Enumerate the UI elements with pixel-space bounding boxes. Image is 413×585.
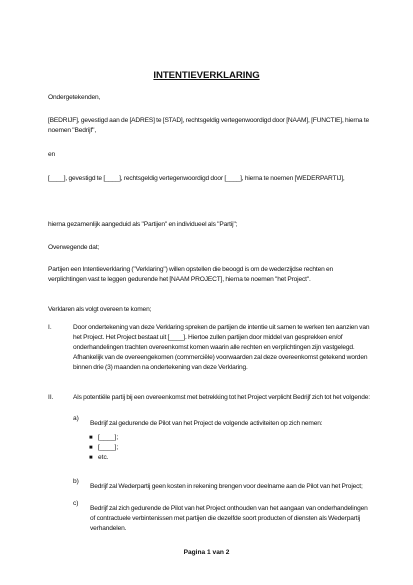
item-a-text: Bedrijf zal gedurende de Pilot van het Project de volgende activiteiten op zich nemen: <box>90 419 323 427</box>
section2-number: II. <box>48 394 54 401</box>
bullet-item: [____]; <box>98 434 119 441</box>
intro-text: Ondergetekenden, <box>48 94 101 101</box>
bullet-item: [____]; <box>98 444 119 451</box>
page-footer: Pagina 1 van 2 <box>183 549 230 556</box>
document-title: INTENTIEVERKLARING <box>153 70 260 81</box>
item-c-label: c) <box>73 500 79 507</box>
considering-text: Partijen een Intentieverklaring ("Verklaring") willen opstellen die beoogd is om de wederzijdse rechten en verplichtingen vast te leggen gedurende het [NAAM PROJECT], hierna te noemen "het Project". <box>48 266 334 283</box>
party2-text: [____], gevestigd te [____], rechtsgeldig vertegenwoordigd door [____], hierna te noemen [WEDERPARTIJ], <box>48 175 345 182</box>
bullet-icon: ■ <box>89 455 93 461</box>
party1-text: [BEDRIJF], gevestigd aan de [ADRES] te [STAD], rechtsgeldig vertegenwoordigd door [NAAM], [FUNCTIE], hierna te noemen "Bedrijf", <box>48 117 370 134</box>
item-b-label: b) <box>73 478 79 485</box>
bullet-icon: ■ <box>89 445 93 451</box>
section2-text: Als potentiële partij bij een overeenkomst met betrekking tot het Project verplicht Bedrijf zich tot het volgende: <box>73 394 370 401</box>
bullet-item: etc. <box>98 454 109 461</box>
item-b-text: Bedrijf zal Wederpartij geen kosten in rekening brengen voor deelname aan de Pilot van het Project; <box>90 482 363 490</box>
bullet-icon: ■ <box>89 435 93 441</box>
item-a-label: a) <box>73 415 79 422</box>
section1-number: I. <box>48 324 52 331</box>
considering-heading: Overwegende dat; <box>48 244 100 251</box>
section1-text: Door ondertekening van deze Verklaring spreken de partijen de intentie uit samen te werken ten aanzien van het Project. Het Project bestaat uit [____]. Hiertoe zullen partijen door middel van gesprekken en/of onderhandelingen trachten overeenkomst komen waarin alle rechten en verplichtingen zijn vastgelegd. Afhankelijk van de overeengekomen (commerciële) voorwaarden zal deze overeenkomst getekend worden binnen drie (3) maanden na ondertekening van deze Verklaring. <box>73 324 370 371</box>
item-c-text: Bedrijf zal zich gedurende de Pilot van het Project onthouden van het aangaan van onderhandelingen of contractuele verbintenissen met partijen die dezelfde soort producten of diensten als Wederpartij verhandelen. <box>90 504 368 532</box>
jointly-text: hierna gezamenlijk aangeduid als "Partijen" en individueel als "Partij"; <box>48 221 238 228</box>
declare-text: Verklaren als volgt overeen te komen; <box>48 306 152 313</box>
and-text: en <box>48 151 56 158</box>
